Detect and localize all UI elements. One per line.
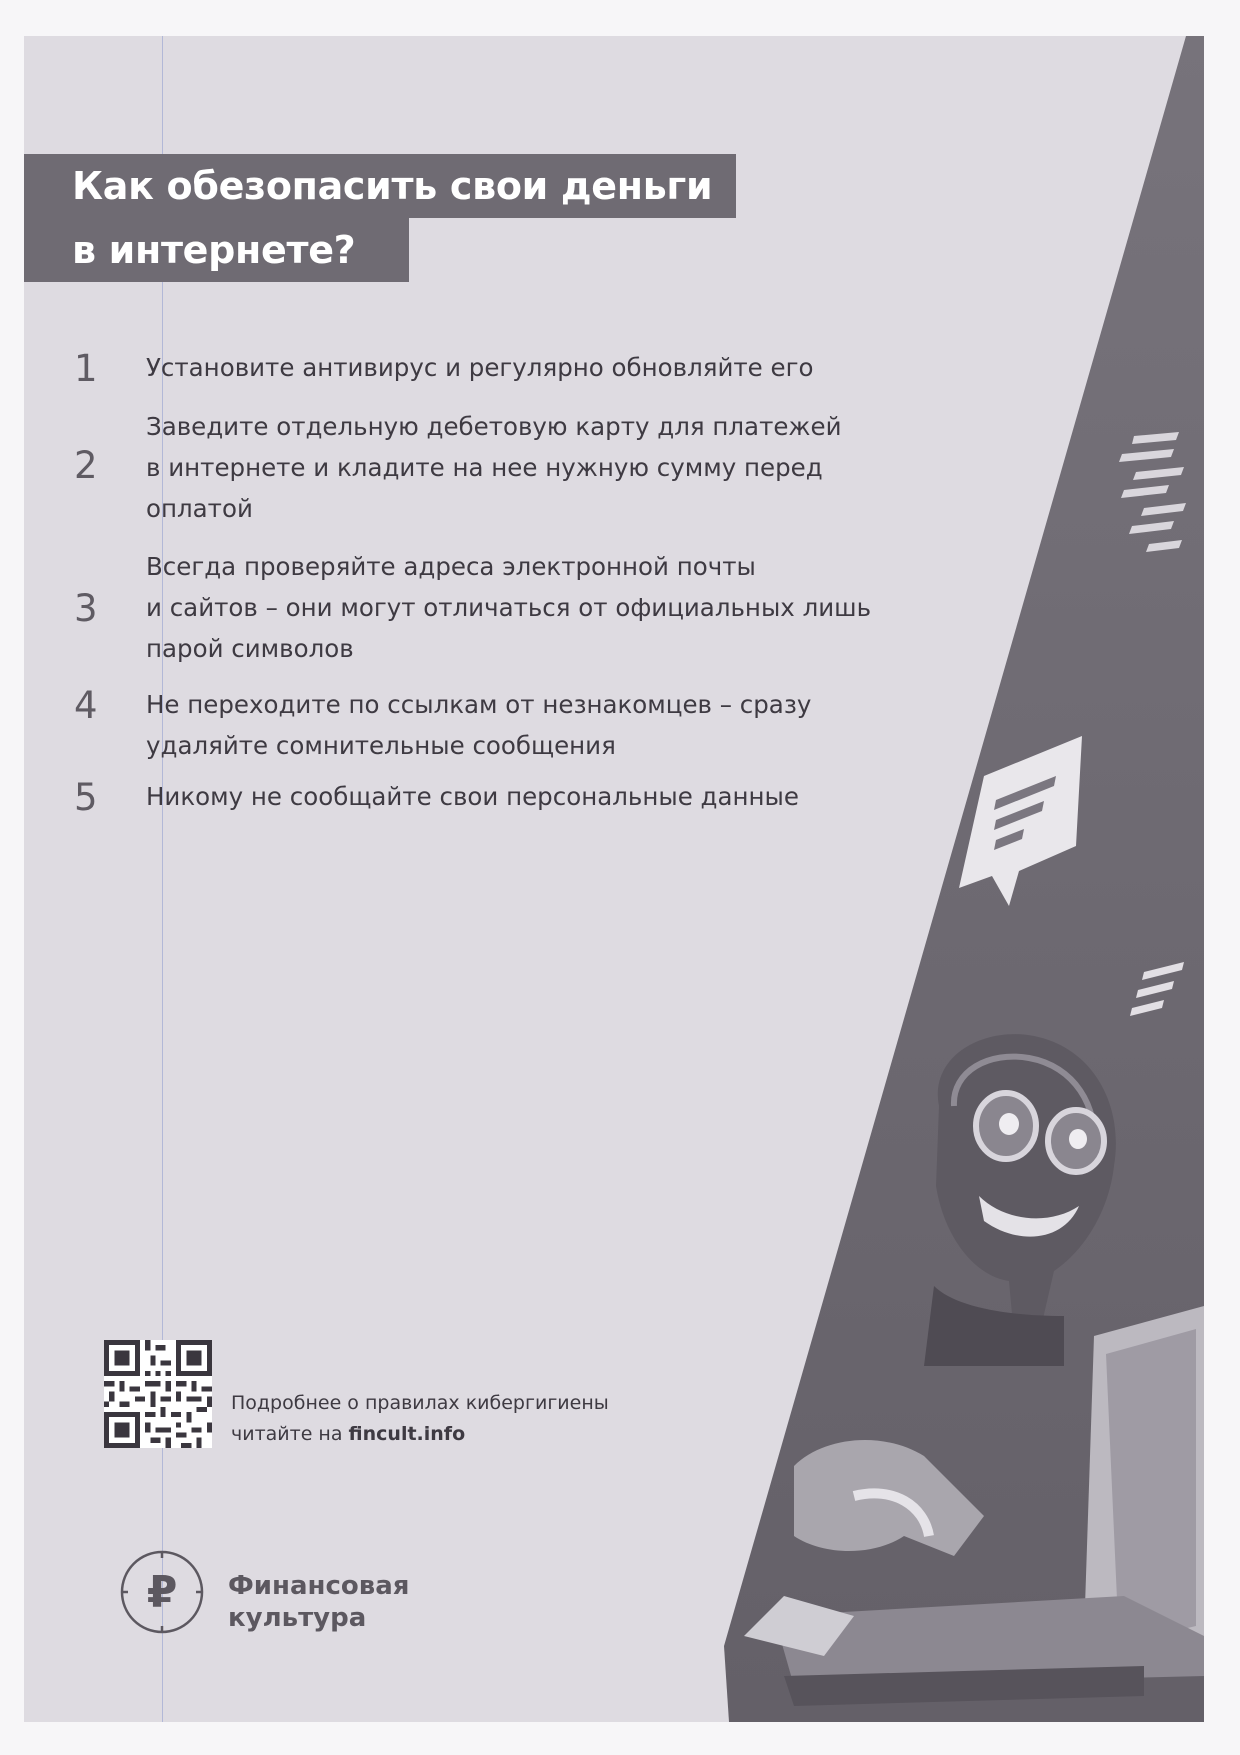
tip-number: 1: [74, 347, 98, 390]
poster-sheet: [24, 36, 1204, 1722]
logo-text: [228, 1570, 409, 1634]
tip-text: Никому не сообщайте свои персональные данные: [146, 782, 799, 811]
fincult-link[interactable]: fincult.info: [348, 1423, 466, 1445]
more-info-line-1: Подробнее о правилах кибергигиены: [231, 1392, 609, 1414]
tip-number: 2: [74, 444, 98, 487]
ruble-sign: ₽: [146, 1567, 178, 1618]
qr-code-icon[interactable]: [104, 1340, 212, 1448]
page-title-line-1: Как обезопасить свои деньги: [24, 154, 736, 218]
illustration-panel: [24, 36, 1204, 1722]
tip-text: Заведите отдельную дебетовую карту для платежей в интернете и кладите на нее нужную сумму перед оплатой: [146, 412, 842, 523]
scan-margin-line: [162, 36, 163, 1722]
page-title-line-2: в интернете?: [24, 218, 409, 282]
ruble-clock-logo-icon: [116, 1546, 208, 1638]
logo-line-2: культура: [228, 1603, 367, 1633]
tip-text: Всегда проверяйте адреса электронной почты и сайтов – они могут отличаться от официальных лишь парой символов: [146, 552, 872, 663]
logo-line-1: Финансовая: [228, 1571, 410, 1601]
tip-number: 3: [74, 587, 98, 630]
tip-text: Установите антивирус и регулярно обновляйте его: [146, 353, 814, 382]
more-info-text: [231, 1388, 751, 1450]
tip-text: Не переходите по ссылкам от незнакомцев – сразу удаляйте сомнительные сообщения: [146, 690, 812, 760]
more-info-line-2: читайте на fincult.info: [231, 1423, 466, 1445]
tip-number: 4: [74, 684, 98, 727]
tip-number: 5: [74, 776, 98, 819]
